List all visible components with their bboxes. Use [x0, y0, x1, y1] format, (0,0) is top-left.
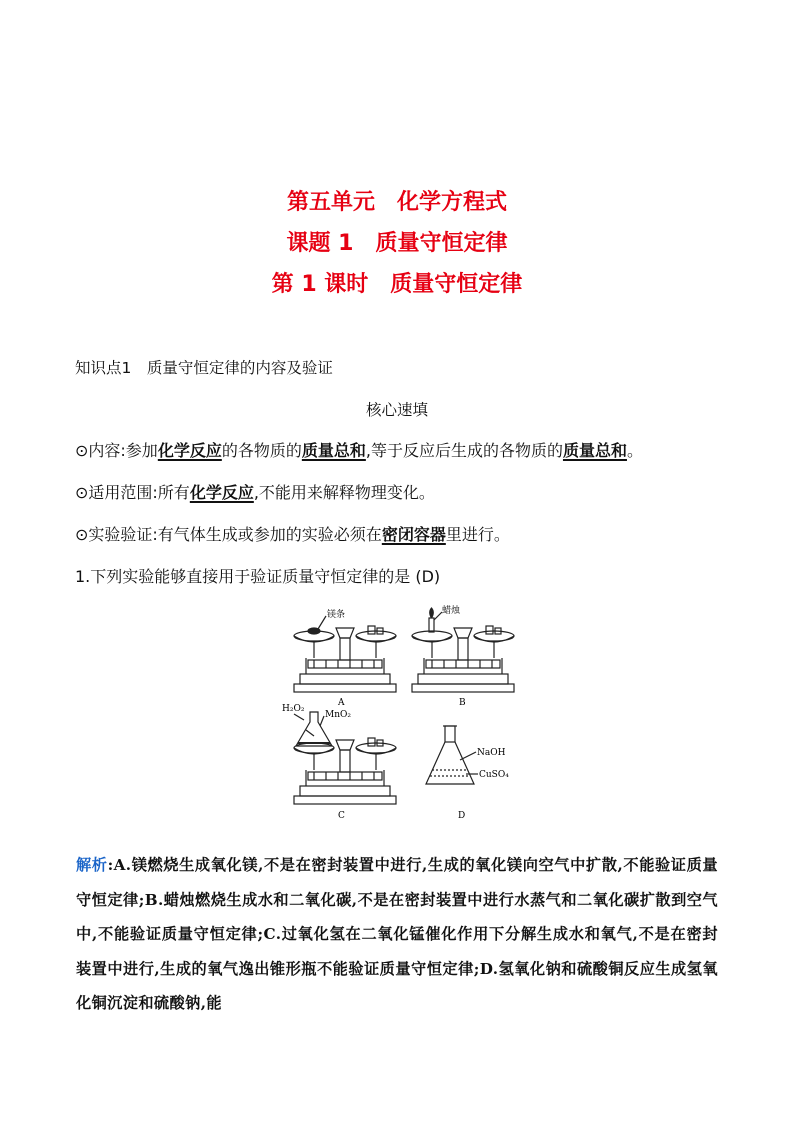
answer-chemical-reaction: 化学反应 — [157, 441, 222, 460]
unit-title: 第五单元 化学方程式 — [286, 190, 507, 215]
bullet-1-end: 。 — [626, 441, 643, 460]
bullet-verification — [75, 522, 510, 545]
question-1: 1.下列实验能够直接用于验证质量守恒定律的是 (D) — [75, 567, 441, 586]
title-block — [0, 182, 794, 305]
analysis-text: :A.镁燃烧生成氧化镁,不是在密封装置中进行,生成的氧化镁向空气中扩散,不能验证质量守恒定律;B.蜡烛燃烧生成水和二氧化碳,不是在密封装置中进行水蒸气和二氧化碳扩散到空气中,不能验证质量守恒定律;C.过氧化氢在二氧化锰催化作用下分解生成水和氧气,不是在密封装置中进行,生成的氧气逸出锥形瓶不能验证质量守恒定律;D.氢氧化钠和硫酸铜反应生成氢氧化铜沉淀和硫酸钠,能 — [76, 856, 718, 1012]
bullet-2-end: ,不能用来解释物理变化。 — [253, 483, 435, 502]
bullet-3-prefix: ⊙实验验证:有气体生成或参加的实验必须在 — [75, 525, 382, 544]
label-b: B — [459, 698, 466, 708]
label-cuso4: CuSO₄ — [479, 770, 509, 780]
answer-sealed-container: 密闭容器 — [381, 525, 446, 544]
balance-c — [294, 712, 396, 804]
label-c: C — [338, 811, 345, 821]
label-naoh: NaOH — [477, 748, 506, 758]
lesson-title: 第 1 课时 质量守恒定律 — [271, 272, 523, 297]
balance-b — [412, 608, 514, 692]
bullet-3-end: 里进行。 — [445, 525, 510, 544]
balance-a — [294, 616, 396, 692]
topic-title: 课题 1 质量守恒定律 — [286, 231, 508, 256]
label-mno2: MnO₂ — [325, 710, 351, 720]
bullet-2-prefix: ⊙适用范围:所有 — [75, 483, 190, 502]
answer-mass-sum-1: 质量总和 — [301, 441, 366, 460]
experiment-figure — [280, 600, 520, 830]
label-d: D — [458, 811, 466, 821]
analysis-label: 解析 — [76, 856, 108, 874]
label-candle: 蜡烛 — [442, 606, 461, 616]
bullet-content — [75, 438, 643, 461]
answer-mass-sum-2: 质量总和 — [562, 441, 627, 460]
bullet-scope — [75, 480, 435, 503]
label-a: A — [338, 698, 345, 708]
knowledge-point-heading: 知识点1 质量守恒定律的内容及验证 — [75, 359, 333, 377]
label-magnesium-strip: 镁条 — [327, 610, 346, 620]
bullet-1-middle: 的各物质的 — [221, 441, 302, 460]
analysis-paragraph — [76, 848, 718, 1021]
flask-d — [426, 726, 478, 784]
bullet-1-middle-2: ,等于反应后生成的各物质的 — [365, 441, 563, 460]
label-h2o2: H₂O₂ — [282, 704, 305, 714]
section-heading: 核心速填 — [365, 401, 428, 419]
bullet-1-prefix: ⊙内容:参加 — [75, 441, 158, 460]
answer-all-chemical-reactions: 化学反应 — [189, 483, 254, 502]
